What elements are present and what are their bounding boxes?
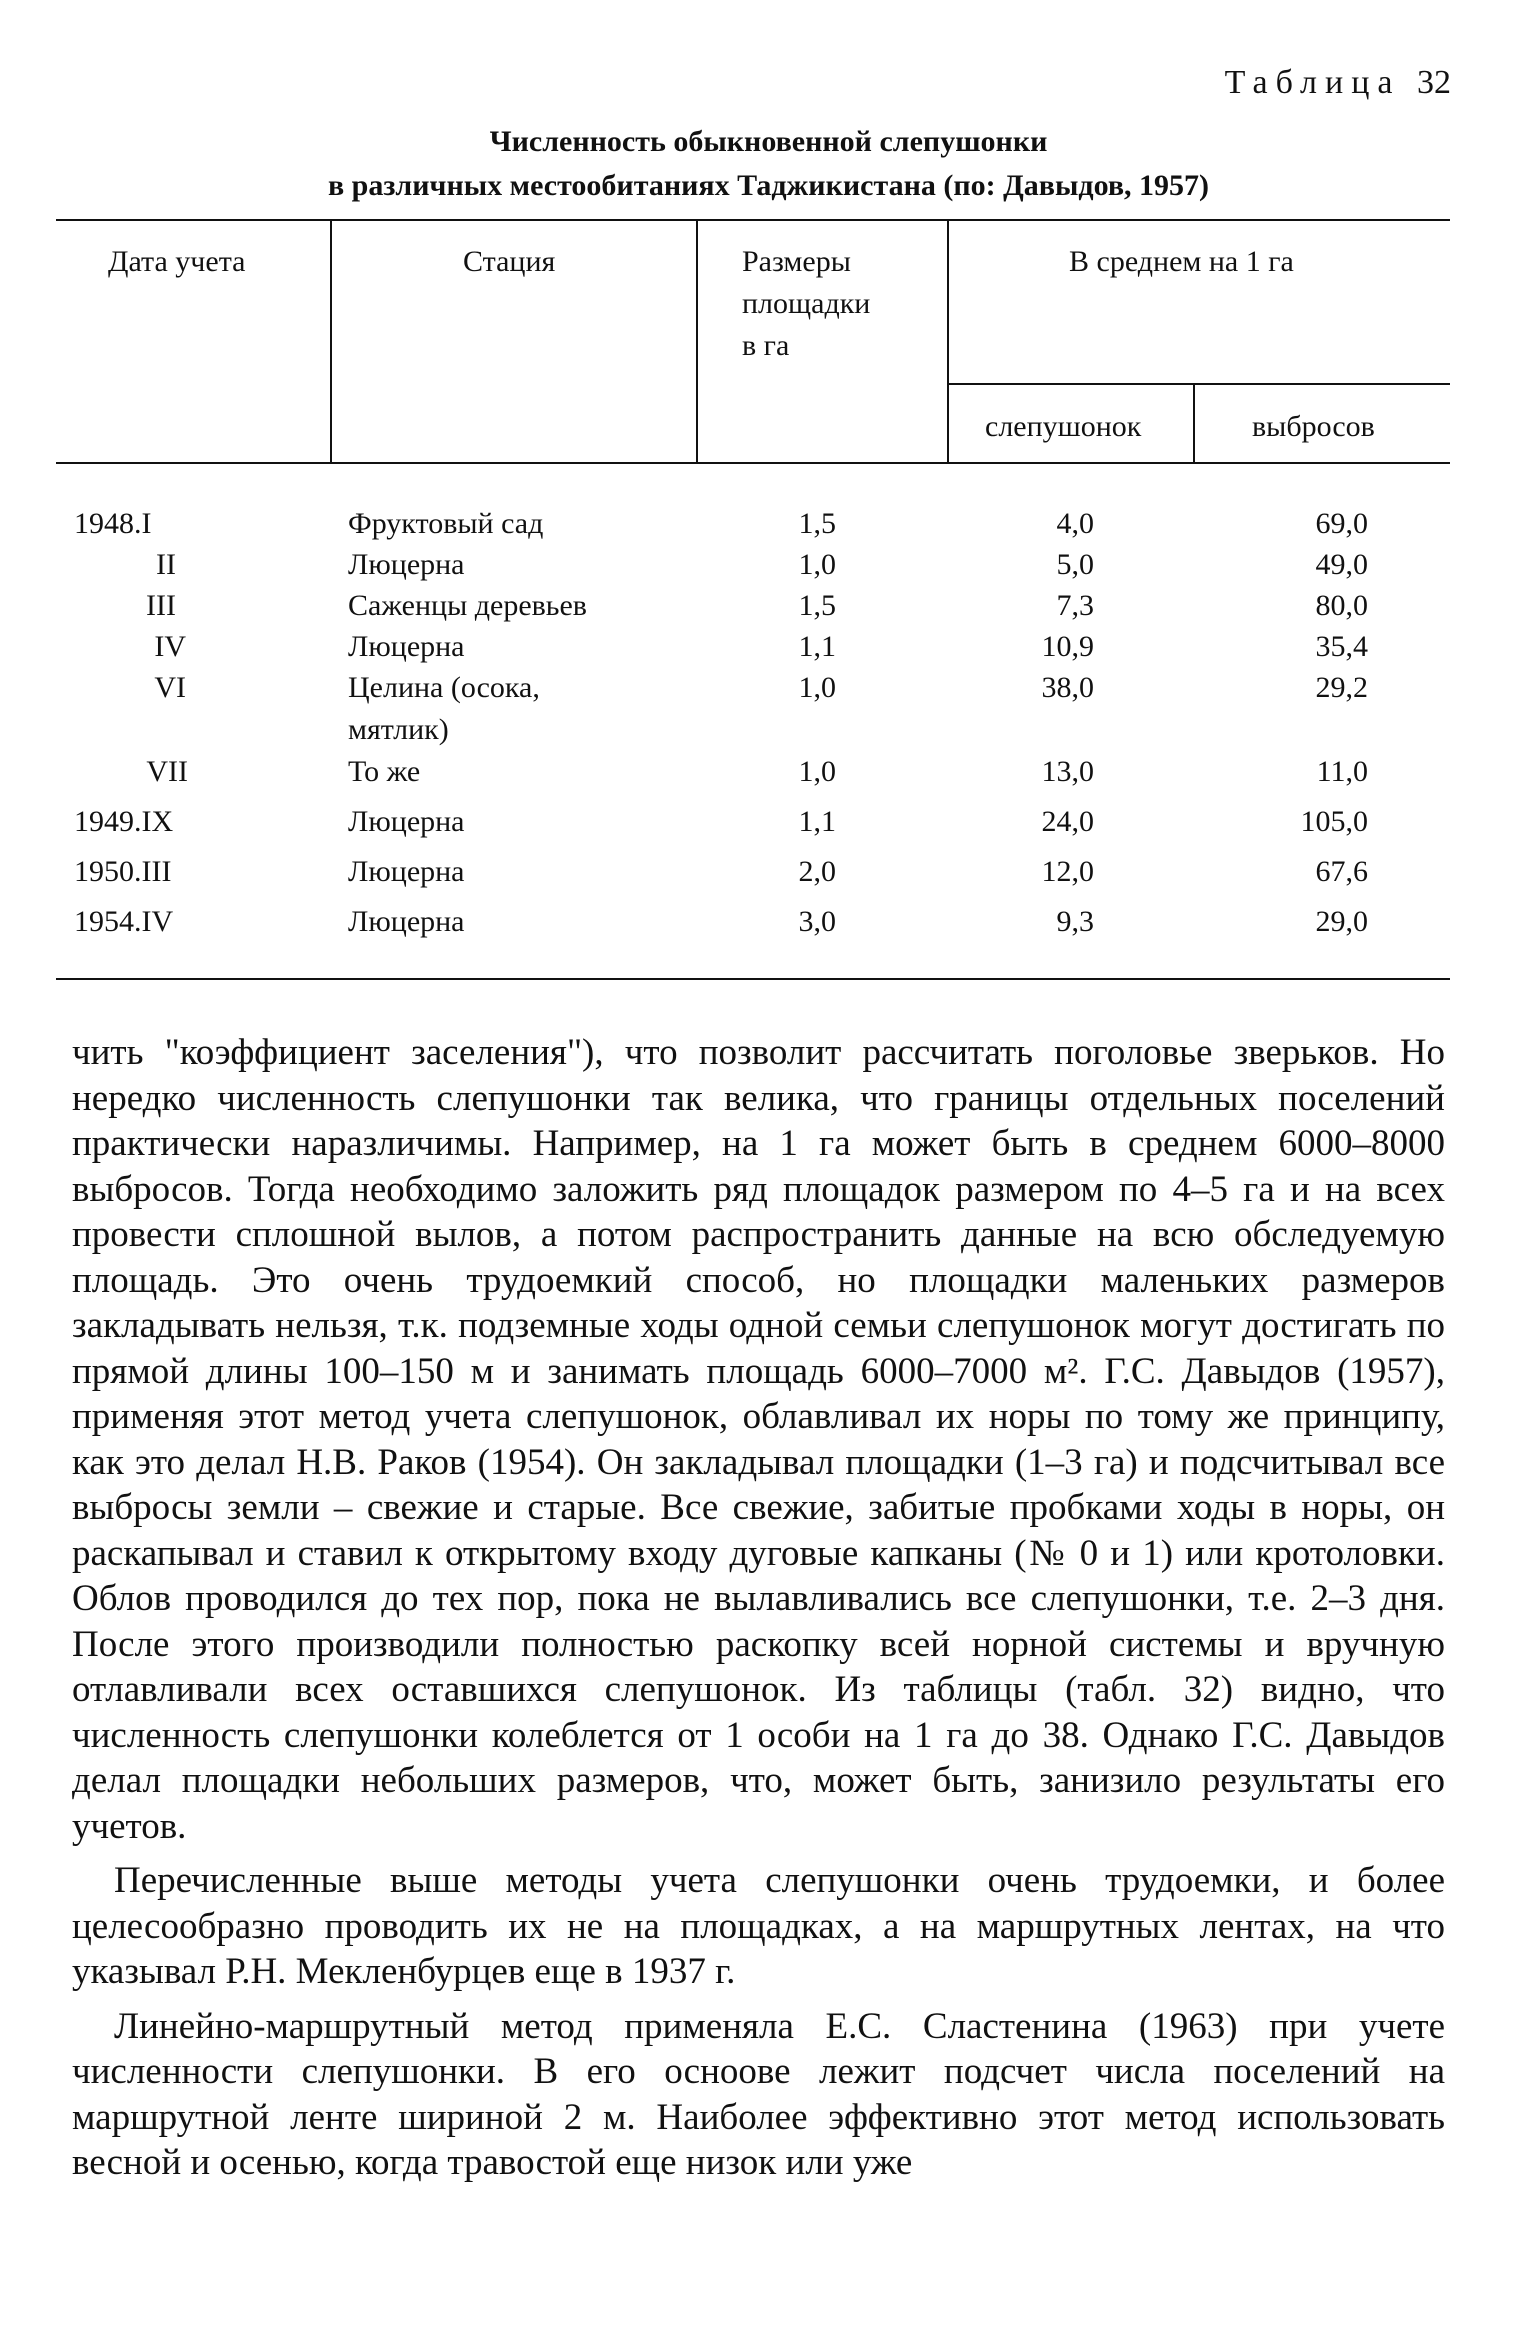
- paragraph-2: Перечисленные выше методы учета слепушонки очень трудоемки, и более целесообразно проводить их не на площадках, а на маршрутных лентах, на что указывал Р.Н. Мекленбурцев еще в 1937 г.: [72, 1860, 1445, 1992]
- cell-date: II: [156, 548, 176, 581]
- cell-mounds: 69,0: [1315, 507, 1368, 540]
- cell-size: 3,0: [798, 905, 836, 938]
- cell-date: VII: [146, 755, 188, 788]
- cell-mounds: 29,2: [1315, 671, 1368, 704]
- header-plot-size-line3: в га: [742, 329, 790, 362]
- header-mole-rats: слепушонок: [985, 410, 1142, 443]
- header-plot-size: [742, 241, 870, 367]
- table-col-divider-3: [947, 219, 949, 464]
- cell-station: Люцерна: [348, 805, 465, 838]
- cell-mole-rats: 38,0: [1041, 671, 1094, 704]
- cell-mole-rats: 5,0: [1056, 548, 1094, 581]
- cell-date: III: [146, 589, 176, 622]
- cell-date: VI: [154, 671, 186, 704]
- cell-station: Люцерна: [348, 855, 465, 888]
- cell-mounds: 67,6: [1315, 855, 1368, 888]
- cell-mole-rats: 13,0: [1041, 755, 1094, 788]
- cell-mounds: 11,0: [1316, 755, 1368, 788]
- paragraph-3: Линейно-маршрутный метод применяла Е.С. Сластенина (1963) при учете численности слепушонки. В его осноове лежит подсчет числа поселений на маршрутной ленте шириной 2 м. Наиболее эффективно этот метод использовать весной и осенью, когда травостой еще низок или уже: [72, 2005, 1445, 2183]
- cell-station: Фруктовый сад: [348, 507, 544, 540]
- table-title: [0, 120, 1537, 208]
- cell-mounds: 49,0: [1315, 548, 1368, 581]
- cell-size: 1,5: [798, 589, 836, 622]
- cell-size: 1,0: [798, 671, 836, 704]
- cell-station: Люцерна: [348, 630, 465, 663]
- table-header-bottom-rule: [56, 462, 1450, 464]
- table-label-number: 32: [1417, 64, 1451, 101]
- cell-size: 1,5: [798, 507, 836, 540]
- cell-date: 1948.I: [74, 507, 152, 540]
- cell-size: 1,1: [798, 630, 836, 663]
- cell-station: Люцерна: [348, 905, 465, 938]
- header-plot-size-line2: площадки: [742, 287, 871, 320]
- header-station: Стация: [463, 245, 556, 278]
- cell-station: Саженцы деревьев: [348, 589, 587, 622]
- cell-size: 1,1: [798, 805, 836, 838]
- cell-station: То же: [348, 755, 421, 788]
- header-date: Дата учета: [108, 245, 246, 278]
- table-col-divider-1: [330, 219, 332, 464]
- table-title-line1: Численность обыкновенной слепушонки: [489, 125, 1048, 158]
- header-mounds: выбросов: [1252, 410, 1375, 443]
- table-label-word: Таблица: [1224, 64, 1401, 101]
- cell-size: 1,0: [798, 755, 836, 788]
- header-plot-size-line1: Размеры: [742, 245, 851, 278]
- header-per-ha: В среднем на 1 га: [1069, 245, 1294, 278]
- table-subheader-rule: [948, 383, 1450, 385]
- cell-size: 1,0: [798, 548, 836, 581]
- body-text: [72, 1030, 1445, 2186]
- cell-station: Целина (осока,: [348, 671, 540, 704]
- cell-mole-rats: 7,3: [1056, 589, 1094, 622]
- table-label: [1225, 64, 1451, 102]
- cell-mounds: 105,0: [1300, 805, 1368, 838]
- table-title-line2: в различных местообитаниях Таджикистана (по: Давыдов, 1957): [327, 169, 1210, 202]
- cell-mounds: 80,0: [1315, 589, 1368, 622]
- cell-date: 1949.IX: [74, 805, 174, 838]
- cell-mounds: 35,4: [1315, 630, 1368, 663]
- cell-mole-rats: 9,3: [1056, 905, 1094, 938]
- cell-date: IV: [154, 630, 186, 663]
- cell-mounds: 29,0: [1315, 905, 1368, 938]
- paragraph-1: чить "коэффициент заселения"), что позволит рассчитать поголовье зверьков. Но нередко численность слепушонки так велика, что границы отдельных поселений практически наразличимы. Например, на 1 га может быть в среднем 6000–8000 выбросов. Тогда необходимо заложить ряд площадок размером по 4–5 га и на всех провести сплошной вылов, а потом распространить данные на всю обследуемую площадь. Это очень трудоемкий способ, но площадки маленьких размеров закладывать нельзя, т.к. подземные ходы одной семьи слепушонок могут достигать по прямой длины 100–150 м и занимать площадь 6000–7000 м². Г.С. Давыдов (1957), применяя этот метод учета слепушонок, облавливал их норы по тому же принципу, как это делал Н.В. Раков (1954). Он закладывал площадки (1–3 га) и подсчитывал все выбросы земли – свежие и старые. Все свежие, забитые пробками ходы в норы, он раскапывал и ставил к открытому входу дуговые капканы (№ 0 и 1) или кротоловки. Облов проводился до тех пор, пока не вылавливались все слепушонки, т.е. 2–3 дня. После этого производили полностью раскопку всей норной системы и вручную отлавливали всех оставшихся слепушонок. Из таблицы (табл. 32) видно, что численность слепушонки колеблется от 1 особи на 1 га до 38. Однако Г.С. Давыдов делал площадки небольших размеров, что, может быть, занизило результаты его учетов.: [72, 1032, 1445, 1847]
- table-top-rule: [56, 219, 1450, 221]
- table-col-divider-4: [1193, 383, 1195, 464]
- cell-date: 1950.III: [74, 855, 172, 888]
- cell-date: 1954.IV: [74, 905, 174, 938]
- cell-station-continued: мятлик): [348, 713, 449, 746]
- table-col-divider-2: [696, 219, 698, 464]
- cell-mole-rats: 10,9: [1041, 630, 1094, 663]
- cell-mole-rats: 12,0: [1041, 855, 1094, 888]
- cell-mole-rats: 24,0: [1041, 805, 1094, 838]
- cell-mole-rats: 4,0: [1056, 507, 1094, 540]
- table-bottom-rule: [56, 978, 1450, 980]
- cell-size: 2,0: [798, 855, 836, 888]
- cell-station: Люцерна: [348, 548, 465, 581]
